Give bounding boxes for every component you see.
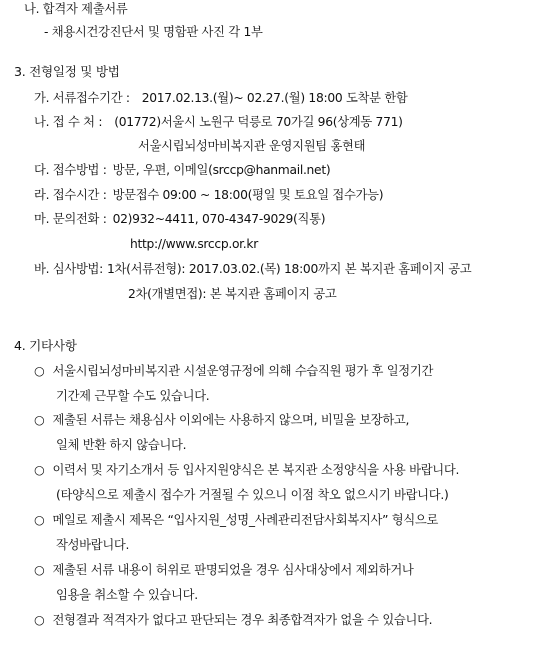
bullet-item <box>34 562 414 578</box>
schedule-item <box>34 261 471 277</box>
bullet-item <box>34 512 438 528</box>
schedule-item-label: 다. 접수방법 : <box>34 163 107 177</box>
schedule-item-value: 방문, 우편, 이메일(srccp@hanmail.net) <box>112 163 331 177</box>
bullet-item <box>34 363 433 379</box>
homepage-url: http://www.srccp.or.kr <box>130 237 258 251</box>
section-4-heading: 4. 기타사항 <box>14 338 77 353</box>
bullet-circle: ○ <box>34 364 45 378</box>
bullet-text-continued: 기간제 근무할 수도 있습니다. <box>56 389 210 403</box>
bullet-text-continued: 일체 반환 하지 않습니다. <box>56 438 187 452</box>
schedule-item-label: 라. 접수시간 : <box>34 188 107 202</box>
schedule-item-value: 방문접수 09:00 ~ 18:00(평일 및 토요일 접수가능) <box>112 188 384 202</box>
bullet-circle: ○ <box>34 563 45 577</box>
schedule-item-label: 마. 문의전화 : <box>34 212 107 226</box>
bullet-circle: ○ <box>34 463 45 477</box>
schedule-item-value: 2017.02.13.(월)~ 02.27.(월) 18:00 도착분 한함 <box>141 91 408 105</box>
schedule-item-label: 가. 서류접수기간 : <box>34 91 130 105</box>
bullet-circle: ○ <box>34 613 45 627</box>
bullet-item <box>34 612 432 628</box>
bullet-text: 메일로 제출시 제목은 “입사지원_성명_사례관리전담사회복지사” 형식으로 <box>52 513 439 527</box>
schedule-item-value: 02)932~4411, 070-4347-9029(직통) <box>112 212 326 226</box>
bullet-text: 이력서 및 자기소개서 등 입사지원양식은 본 복지관 소정양식을 사용 바랍니다. <box>52 463 460 477</box>
bullet-text: 서울시립뇌성마비복지관 시설운영규정에 의해 수습직원 평가 후 일정기간 <box>52 364 434 378</box>
schedule-item <box>34 90 407 106</box>
schedule-item <box>34 114 403 130</box>
bullet-text: 전형결과 적격자가 없다고 판단되는 경우 최종합격자가 없을 수 있습니다. <box>52 613 433 627</box>
section-2-item-na-label: 나. 합격자 제출서류 <box>24 2 128 16</box>
schedule-item <box>34 187 383 203</box>
bullet-text: 제출된 서류 내용이 허위로 판명되었을 경우 심사대상에서 제외하거나 <box>52 563 414 577</box>
bullet-text-continued: 작성바랍니다. <box>56 538 130 552</box>
bullet-circle: ○ <box>34 513 45 527</box>
bullet-item <box>34 462 459 478</box>
schedule-item-value-continued: 2차(개별면접): 본 복지관 홈페이지 공고 <box>128 287 337 301</box>
schedule-item-value-continued: 서울시립뇌성마비복지관 운영지원팀 홍현태 <box>138 139 366 153</box>
schedule-item-label: 나. 접 수 처 : <box>34 115 103 129</box>
bullet-text: 제출된 서류는 채용심사 이외에는 사용하지 않으며, 비밀을 보장하고, <box>52 413 410 427</box>
section-3-heading: 3. 전형일정 및 방법 <box>14 64 120 79</box>
schedule-item <box>34 211 325 227</box>
schedule-item-value: (01772)서울시 노원구 덕릉로 70가길 96(상계동 771) <box>114 115 403 129</box>
bullet-circle: ○ <box>34 413 45 427</box>
bullet-text-continued: (타양식으로 제출시 접수가 거절될 수 있으니 이점 착오 없으시기 바랍니다.) <box>56 488 449 502</box>
schedule-item <box>34 162 330 178</box>
schedule-item-value: 1차(서류전형): 2017.03.02.(목) 18:00까지 본 복지관 홈페이지 공고 <box>106 262 472 276</box>
bullet-item <box>34 412 409 428</box>
section-2-item-na-detail: - 채용시건강진단서 및 명함판 사진 각 1부 <box>44 25 263 39</box>
bullet-text-continued: 임용을 취소할 수 있습니다. <box>56 588 198 602</box>
schedule-item-label: 바. 심사방법: <box>34 262 103 276</box>
